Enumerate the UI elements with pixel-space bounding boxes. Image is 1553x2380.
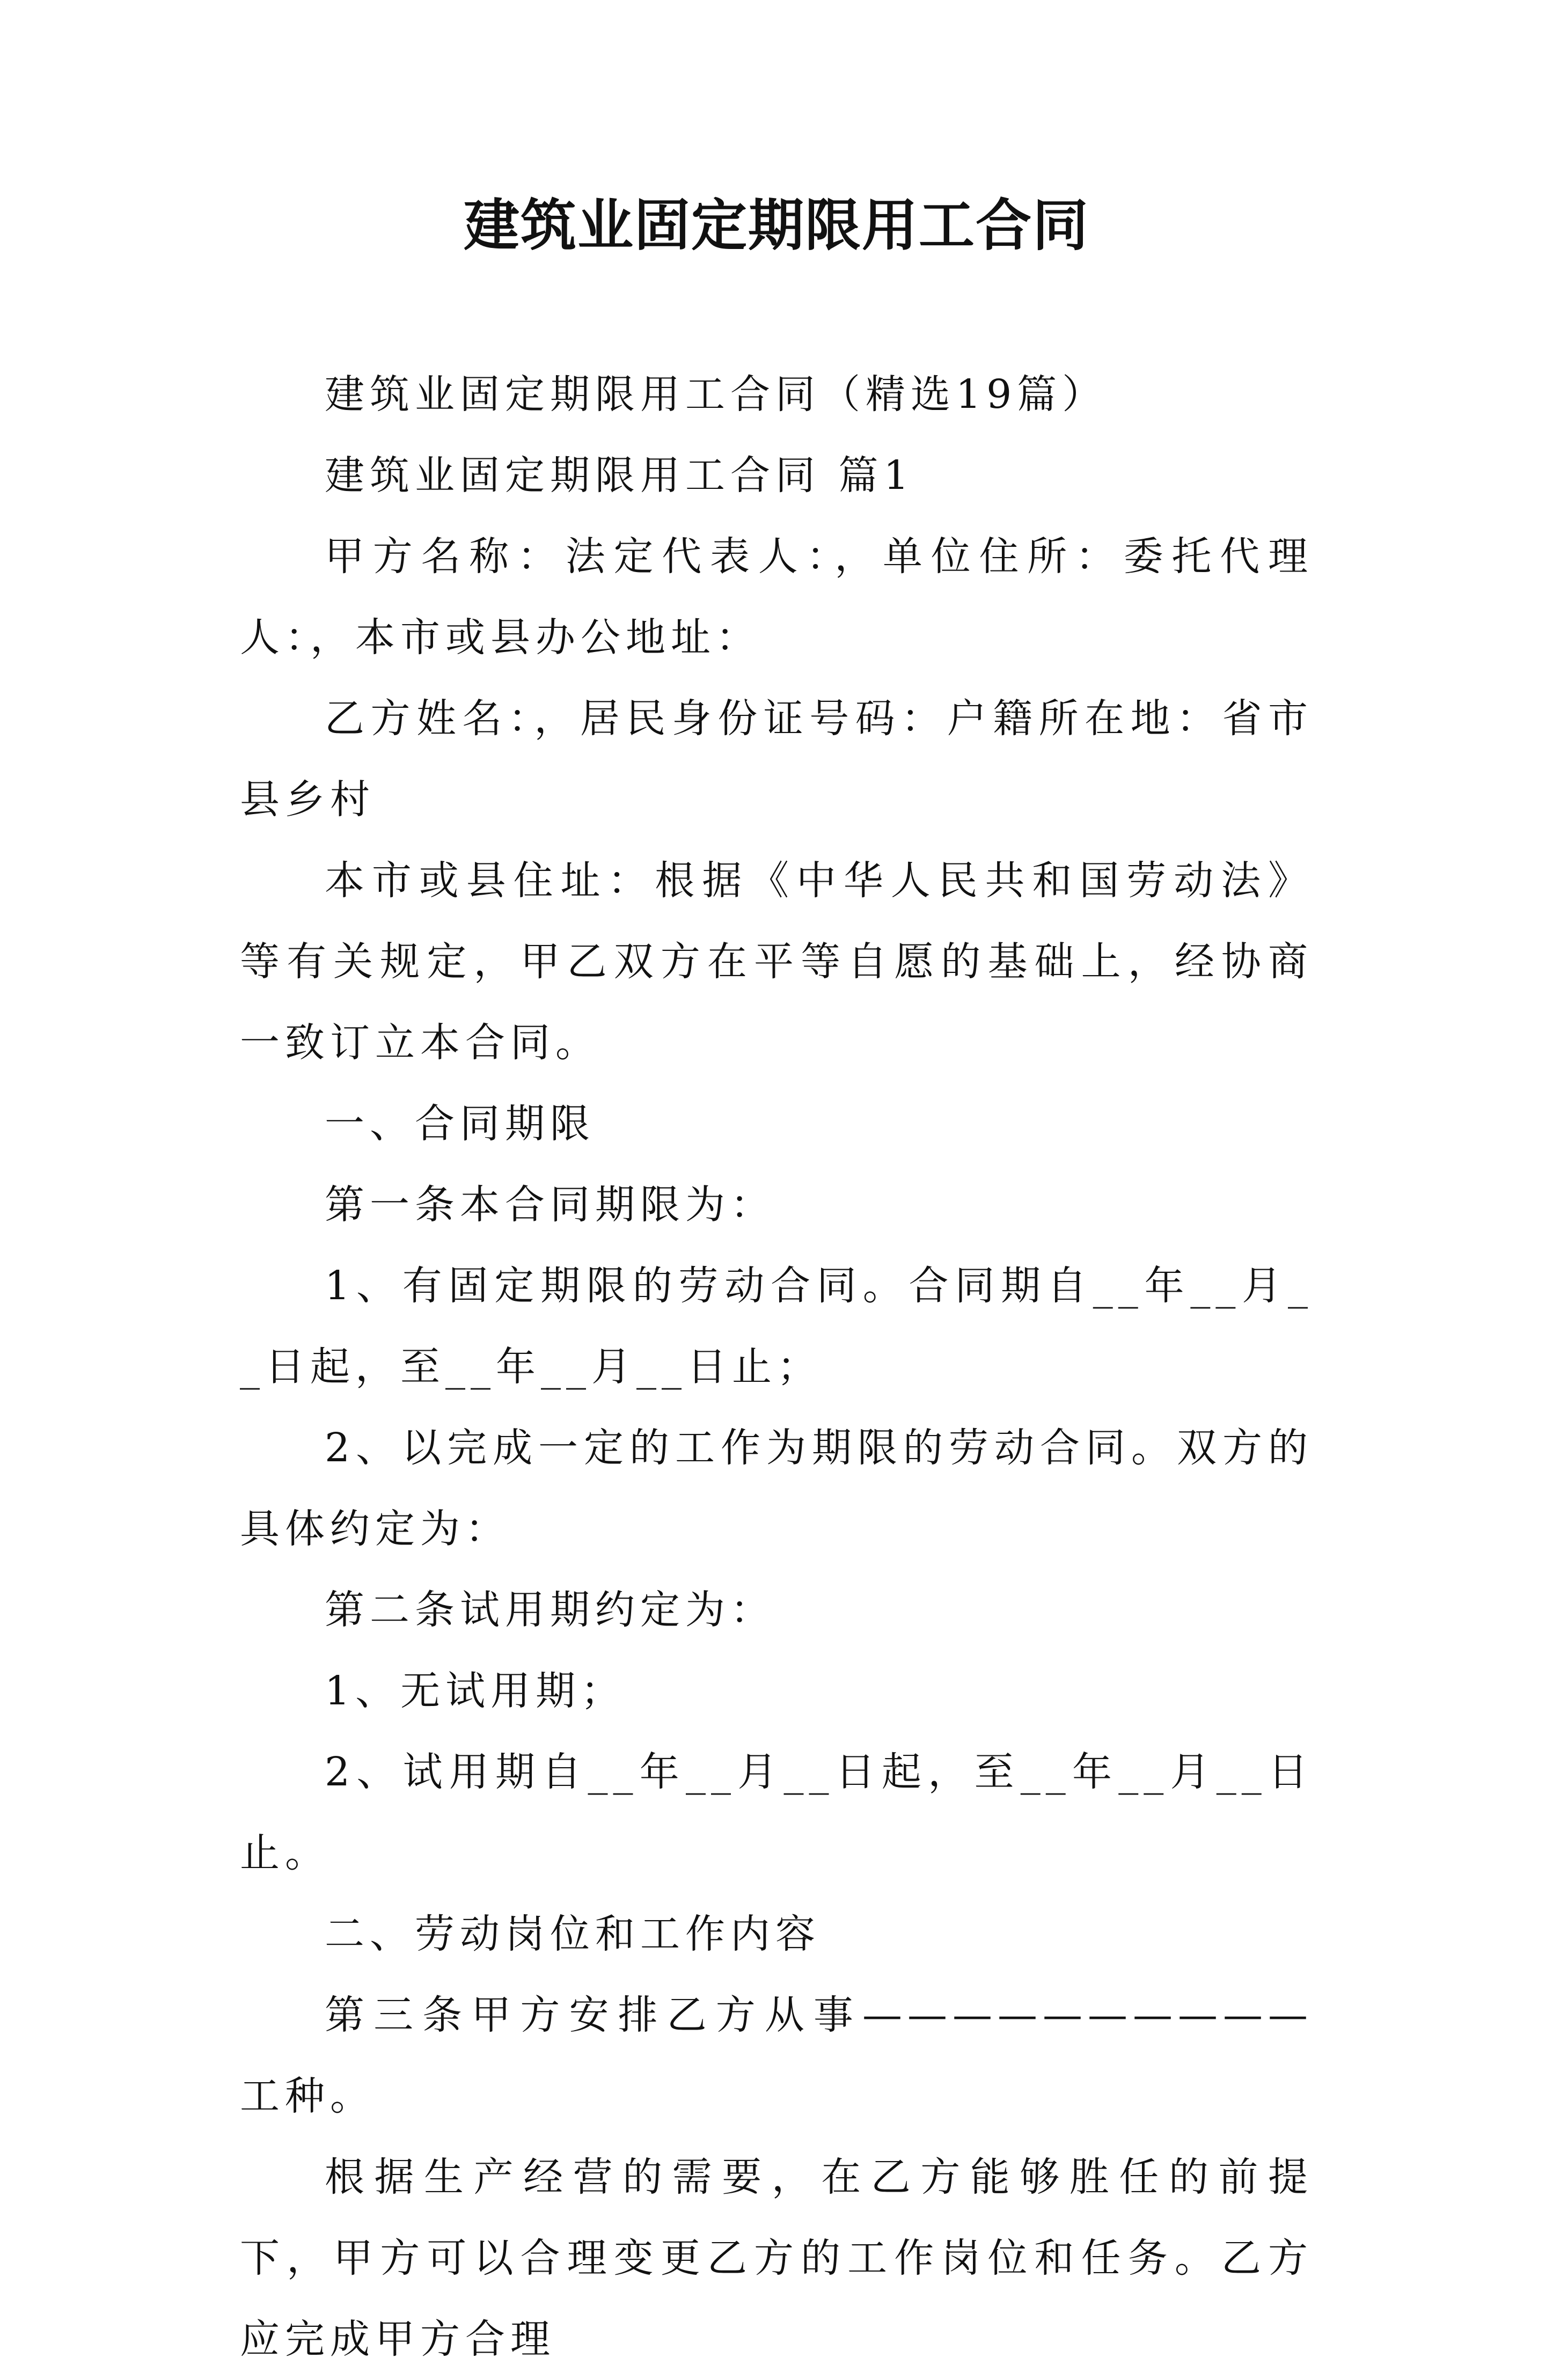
document-title: 建筑业固定期限用工合同 [463,192,1089,258]
paragraph-article-2: 第二条试用期约定为： [325,1587,775,1633]
paragraph-party-a: 甲方名称：法定代表人：，单位住所：委托代理人：，本市或县办公地址： [240,533,1313,661]
paragraph-chapter-1-heading: 一、合同期限 [325,1101,595,1147]
paragraph-article-3: 第三条甲方安排乙方从事——————————工种。 [240,1992,1313,2119]
paragraph-subtitle: 建筑业固定期限用工合同（精选19篇） [325,371,1108,418]
paragraph-article-1-item-1: 1、有固定期限的劳动合同。合同期自__年__月__日起，至__年__月__日止； [240,1263,1313,1390]
paragraph-article-3-continued: 根据生产经营的需要，在乙方能够胜任的前提下，甲方可以合理变更乙方的工作岗位和任务。乙方应完成甲方合理 [240,2154,1313,2362]
document-body [240,354,1313,2380]
paragraph-party-b: 乙方姓名：，居民身份证号码：户籍所在地：省市县乡村 [240,695,1313,823]
paragraph-article-2-item-2: 2、试用期自__年__月__日起，至__年__月__日止。 [240,1749,1313,1876]
paragraph-article-1: 第一条本合同期限为： [325,1182,775,1228]
paragraph-article-1-item-2: 2、以完成一定的工作为期限的劳动合同。双方的具体约定为： [240,1425,1313,1552]
paragraph-section-heading: 建筑业固定期限用工合同 篇1 [325,452,914,499]
paragraph-article-2-item-1: 1、无试用期； [325,1668,626,1714]
paragraph-chapter-2-heading: 二、劳动岗位和工作内容 [325,1911,821,1957]
paragraph-preamble: 本市或县住址：根据《中华人民共和国劳动法》等有关规定，甲乙双方在平等自愿的基础上，经协商一致订立本合同。 [240,858,1313,1066]
